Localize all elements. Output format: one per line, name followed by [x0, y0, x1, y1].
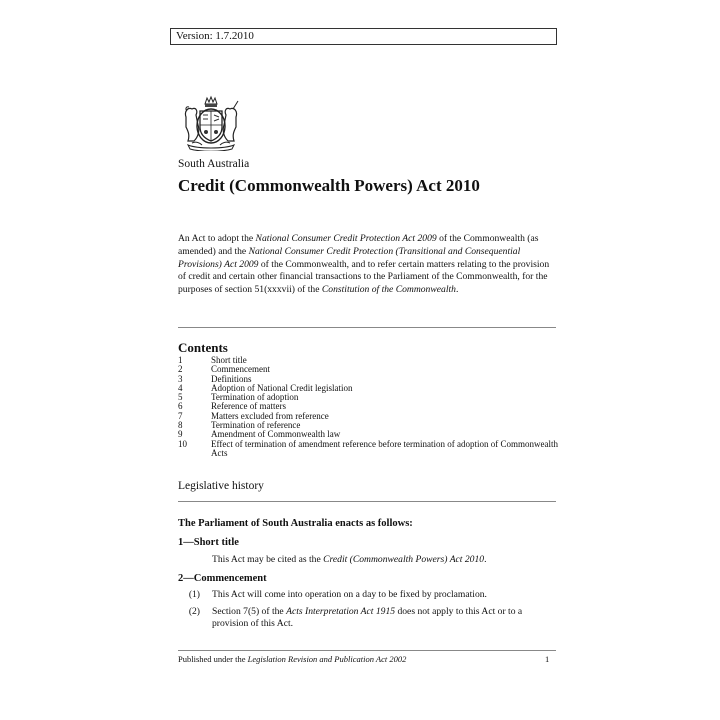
toc-title: Matters excluded from reference [211, 410, 329, 421]
toc-number: 9 [178, 429, 183, 440]
toc-title: Effect of termination of amendment reference before termination of adoption of Commonwealth Acts [211, 438, 558, 458]
subsection-text: Section 7(5) of the Acts Interpretation Act 1915 does not apply to this Act or to a provision of this Act. [212, 606, 523, 629]
toc-number: 10 [178, 438, 187, 449]
toc-number: 6 [178, 401, 183, 412]
toc-number: 5 [178, 392, 183, 403]
version-label: Version: 1.7.2010 [170, 28, 557, 45]
subsection-text: This Act will come into operation on a day to be fixed by proclamation. [212, 589, 487, 600]
divider [178, 327, 556, 328]
footer-divider [178, 650, 556, 651]
section-1-heading: 1—Short title [178, 537, 239, 548]
act-title: Credit (Commonwealth Powers) Act 2010 [178, 176, 480, 195]
section-1-text: This Act may be cited as the Credit (Commonwealth Powers) Act 2010. [212, 554, 487, 565]
jurisdiction-label: South Australia [178, 158, 250, 170]
toc-number: 7 [178, 410, 183, 421]
footer-publication-note: Published under the Legislation Revision and Publication Act 2002 [178, 654, 407, 664]
subsection-number: (1) [188, 589, 200, 600]
divider [178, 501, 556, 502]
contents-heading: Contents [178, 340, 228, 355]
toc-title: Definitions [211, 373, 252, 384]
coat-of-arms-icon [178, 95, 244, 151]
section-2-heading: 2—Commencement [178, 573, 267, 584]
toc-title: Reference of matters [211, 401, 286, 412]
enacting-words: The Parliament of South Australia enacts as follows: [178, 518, 413, 529]
legislative-history-link[interactable]: Legislative history [178, 480, 264, 492]
subsection-2-1 [178, 589, 558, 601]
toc-number: 4 [178, 382, 183, 393]
toc-item[interactable] [178, 440, 558, 459]
toc-number: 3 [178, 373, 183, 384]
toc-number: 2 [178, 364, 183, 375]
toc-title: Short title [211, 355, 247, 365]
toc-number: 1 [178, 355, 183, 365]
subsection-2-2 [178, 606, 558, 630]
table-of-contents [178, 356, 558, 458]
toc-title: Termination of reference [211, 420, 301, 431]
page-number: 1 [545, 654, 550, 664]
toc-title: Termination of adoption [211, 392, 299, 403]
toc-number: 8 [178, 420, 183, 431]
toc-title: Commencement [211, 364, 270, 375]
long-title: An Act to adopt the National Consumer Credit Protection Act 2009 of the Commonwealth (as amended) and the National Consumer Credit Protection (Transitional and Consequential Provisions) Act 2009 of the Commonwealth, and to refer certain matters relating to the provision of credit and certain other financial transactions to the Parliament of the Commonwealth, for the purposes of section 51(xxxvii) of the Constitution of the Commonwealth. [178, 233, 550, 296]
toc-title: Adoption of National Credit legislation [211, 382, 353, 393]
toc-title: Amendment of Commonwealth law [211, 429, 341, 440]
subsection-number: (2) [188, 606, 200, 617]
